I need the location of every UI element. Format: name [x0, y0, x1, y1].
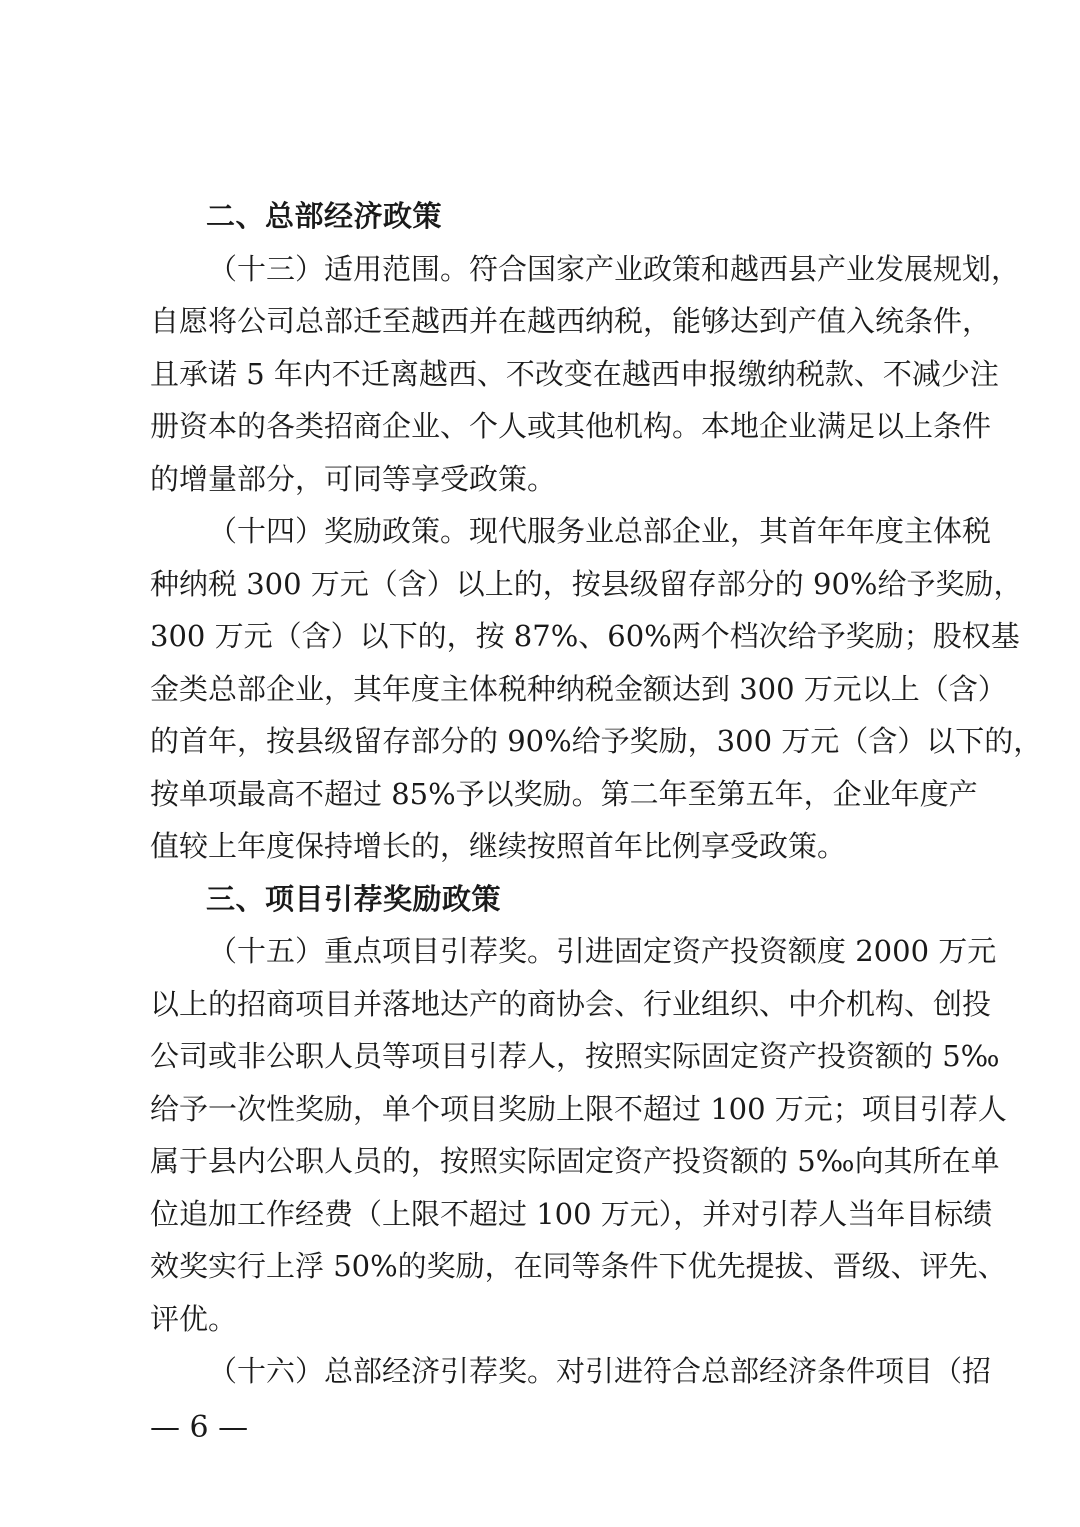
paragraph-line: 的增量部分，可同等享受政策。	[150, 461, 557, 496]
section-heading-project-referral: 三、项目引荐奖励政策	[206, 881, 502, 916]
paragraph-line: 300 万元（含）以下的，按 87%、60%两个档次给予奖励；股权基	[150, 619, 1020, 653]
paragraph-line: 册资本的各类招商企业、个人或其他机构。本地企业满足以上条件	[150, 409, 992, 443]
paragraph-line: 种纳税 300 万元（含）以上的，按县级留存部分的 90%给予奖励，	[150, 566, 1023, 601]
page-number: — 6 —	[150, 1410, 249, 1445]
paragraph-line: （十三）适用范围。符合国家产业政策和越西县产业发展规划，	[208, 251, 1021, 286]
paragraph-16-headquarters-referral	[150, 1345, 992, 1398]
paragraph-line: 按单项最高不超过 85%予以奖励。第二年至第五年，企业年度产	[150, 776, 978, 811]
paragraph-line: 公司或非公职人员等项目引荐人，按照实际固定资产投资额的 5‰	[150, 1039, 1000, 1073]
paragraph-line: 给予一次性奖励，单个项目奖励上限不超过 100 万元；项目引荐人	[150, 1091, 1007, 1126]
paragraph-line: 属于县内公职人员的，按照实际固定资产投资额的 5‰向其所在单	[150, 1144, 1000, 1178]
paragraph-line: 位追加工作经费（上限不超过 100 万元），并对引荐人当年目标绩	[150, 1196, 993, 1231]
paragraph-line: 且承诺 5 年内不迁离越西、不改变在越西申报缴纳税款、不减少注	[150, 356, 999, 391]
paragraph-13-scope	[150, 243, 1021, 506]
page-body	[150, 190, 1043, 1398]
paragraph-line: 以上的招商项目并落地达产的商协会、行业组织、中介机构、创投	[150, 986, 992, 1021]
section-heading-headquarters-economy: 二、总部经济政策	[206, 199, 443, 233]
paragraph-line: （十四）奖励政策。现代服务业总部企业，其首年年度主体税	[208, 514, 992, 548]
paragraph-14-reward-policy	[150, 505, 1043, 873]
paragraph-line: 值较上年度保持增长的，继续按照首年比例享受政策。	[150, 829, 847, 863]
paragraph-line: 自愿将公司总部迁至越西并在越西纳税，能够达到产值入统条件，	[150, 304, 992, 338]
paragraph-line: 金类总部企业，其年度主体税种纳税金额达到 300 万元以上（含）	[150, 671, 1007, 706]
paragraph-line: 效奖实行上浮 50%的奖励，在同等条件下优先提拔、晋级、评先、	[150, 1249, 1007, 1283]
paragraph-line: 的首年，按县级留存部分的 90%给予奖励，300 万元（含）以下的，	[150, 724, 1043, 758]
paragraph-line: 评优。	[150, 1301, 238, 1336]
paragraph-line: （十六）总部经济引荐奖。对引进符合总部经济条件项目（招	[208, 1354, 992, 1388]
paragraph-line: （十五）重点项目引荐奖。引进固定资产投资额度 2000 万元	[208, 934, 997, 968]
paragraph-15-key-project-referral	[150, 925, 1007, 1345]
